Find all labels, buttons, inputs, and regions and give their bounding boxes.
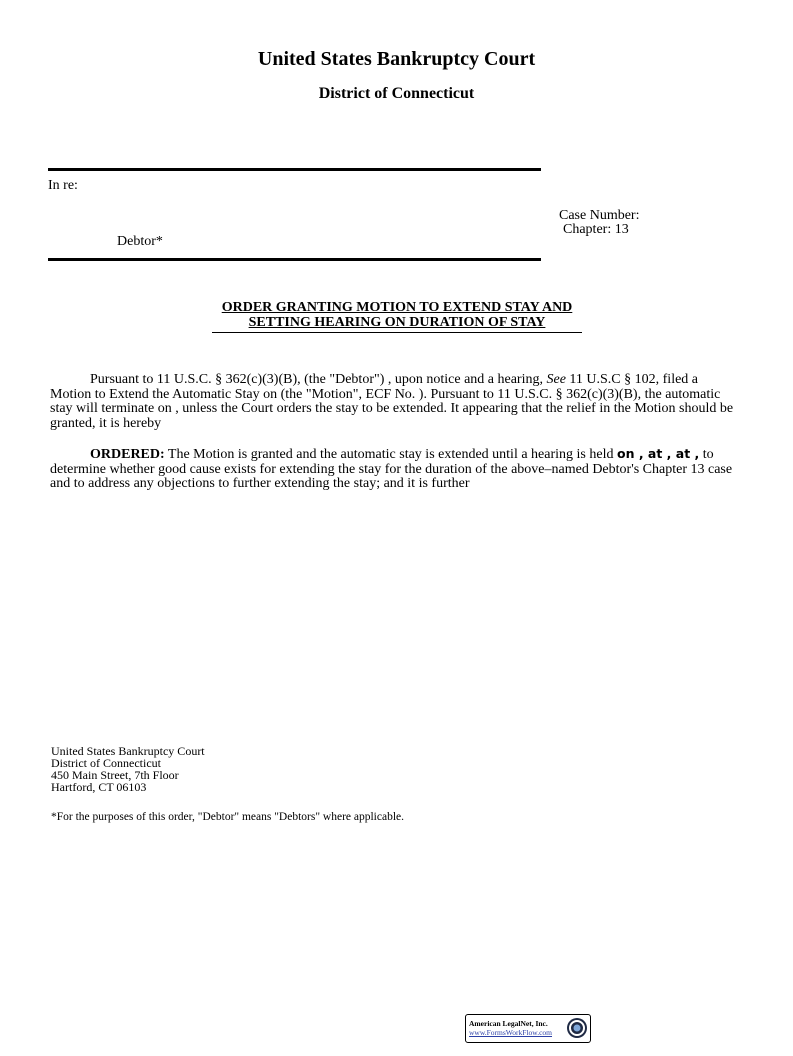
publisher-badge[interactable] xyxy=(465,1014,591,1043)
paragraph-ordered xyxy=(50,447,740,492)
in-re-label: In re: xyxy=(48,178,78,193)
paragraph-pursuant-text-a: Pursuant to 11 U.S.C. § 362(c)(3)(B), (the "Debtor") , upon notice and a hearing, xyxy=(90,372,547,387)
order-title-underline xyxy=(212,332,582,333)
address-line-2: District of Connecticut xyxy=(51,756,161,770)
district-title: District of Connecticut xyxy=(318,85,475,102)
address-line-3: 450 Main Street, 7th Floor xyxy=(51,768,179,782)
caption-bottom-rule xyxy=(48,258,541,261)
address-line-4: Hartford, CT 06103 xyxy=(51,780,147,794)
order-title xyxy=(190,300,604,330)
court-title: United States Bankruptcy Court xyxy=(257,48,536,70)
paragraph-pursuant-text-b: 11 U.S.C § 102, filed a Motion to Extend the Automatic Stay on (the "Motion", ECF No. ). Pursuant to 11 U.S.C. § 362(c)(3)(B), the automatic stay will terminate on , unless the Court orders the stay to be extended. It appearing that the relief in the Motion should be granted, it is hereby xyxy=(50,372,734,431)
see-signal: See xyxy=(546,372,566,387)
publisher-link[interactable]: www.FormsWorkFlow.com xyxy=(469,1028,553,1037)
paragraph-ordered-text-a: The Motion is granted and the automatic stay is extended until a hearing is held xyxy=(164,447,617,462)
case-number-label: Case Number: xyxy=(559,208,640,223)
debtor-label: Debtor* xyxy=(117,234,163,249)
publisher-logo-icon xyxy=(566,1017,588,1039)
paragraph-pursuant xyxy=(50,373,740,431)
order-title-line-1: ORDER GRANTING MOTION TO EXTEND STAY AND xyxy=(221,300,573,315)
debtor-footnote: *For the purposes of this order, "Debtor" means "Debtors" where applicable. xyxy=(51,811,405,823)
order-title-line-2: SETTING HEARING ON DURATION OF STAY xyxy=(248,315,546,330)
address-line-1: United States Bankruptcy Court xyxy=(51,744,205,758)
ordered-label: ORDERED: xyxy=(90,447,165,462)
publisher-name: American LegalNet, Inc. xyxy=(469,1019,548,1028)
hearing-schedule: on , at , at , xyxy=(616,446,700,461)
paragraph-ordered-text-b: to determine whether good cause exists for extending the stay for the duration of the above–named Debtor's Chapter 13 case and to address any objections to further extending the stay; and it is further xyxy=(50,447,733,491)
court-address xyxy=(51,745,205,793)
caption-top-rule xyxy=(48,168,541,171)
chapter-label: Chapter: 13 xyxy=(563,222,629,237)
